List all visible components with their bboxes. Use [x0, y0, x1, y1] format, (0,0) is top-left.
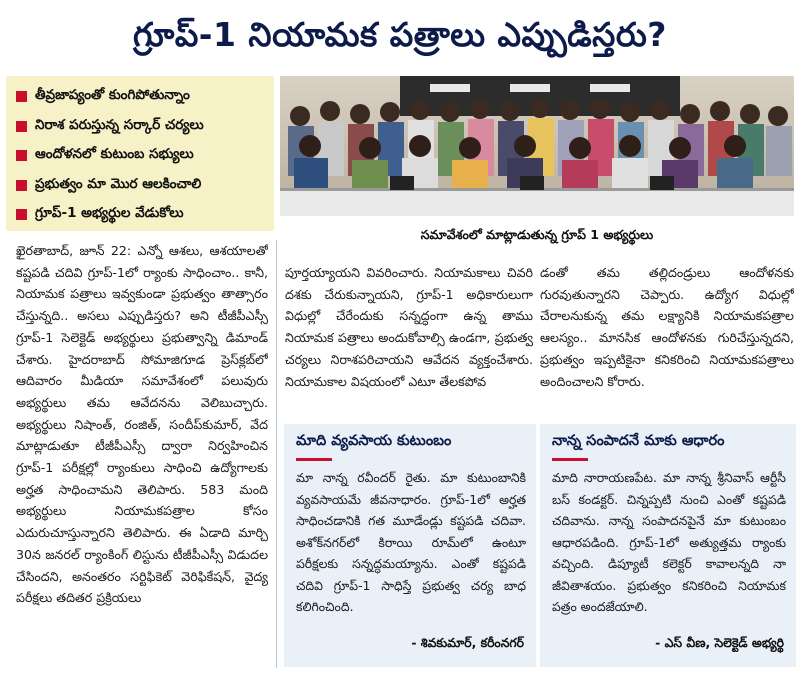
article-column-1 [16, 240, 268, 670]
photo-caption: సమావేశంలో మాట్లాడుతున్న గ్రూప్ 1 అభ్యర్థులు [420, 227, 654, 242]
bullet-square-icon [16, 150, 27, 161]
testimonial-box-father-income [540, 424, 796, 667]
testimonial-box-farmer-family [284, 424, 536, 667]
column-divider [276, 240, 277, 668]
testimonial-signature: - ఎస్ వీణ, సెలెక్టెడ్ అభ్యర్థి [655, 635, 784, 650]
highlight-item [16, 82, 268, 112]
highlight-item [16, 200, 268, 230]
highlight-text: తీవ్రజాప్యంతో కుంగిపోతున్నాం [35, 87, 190, 104]
highlights-box [6, 76, 274, 231]
bullet-square-icon [16, 209, 27, 220]
headline: గ్రూప్-1 నియామక పత్రాలు ఎప్పుడిస్తరు? [133, 15, 667, 54]
highlight-item [16, 112, 268, 142]
article-column-3 [540, 262, 794, 412]
highlight-text: ఆందోళనలో కుటుంబ సభ్యులు [35, 146, 194, 163]
highlight-item [16, 171, 268, 201]
testimonial-signature: - శివకుమార్, కరీంనగర్ [411, 635, 524, 650]
bullet-square-icon [16, 180, 27, 191]
article-text: పూర్తయ్యాయని వివరించారు. నియామకాలు చివరి దశకు చేరుకున్నాయని, గ్రూప్-1 అధికారులుగా విధుల్లో చేరేందుకు సన్నద్ధంగా ఉన్న తాము నియామక పత్రాలు అందుకోవాల్సి ఉండగా, ప్రభుత్వ చర్యలు నిరాశపరిచాయని ఆవేదన వ్యక్తంచేశారు. నియామకాల విషయంలో ఎటూ తేలకపోవ [285, 265, 533, 389]
article-text: ఖైరతాబాద్, జూన్ 22: ఎన్నో ఆశలు, ఆశయాలతో కష్టపడి చదివి గ్రూప్-1లో ర్యాంకు సాధించాం.. కానీ, నియామక పత్రాలు ఇవ్వకుండా ప్రభుత్వం తాత్సారం చేస్తున్నది.. అసలు ఎప్పుడిస్తరు? అని టీజీపీఎస్సీ గ్రూప్-1 సెలెక్టెడ్ అభ్యర్థులు ప్రభుత్వాన్ని డిమాండ్ చేశారు. హైదరాబాద్ సోమాజిగూడ ప్రెస్‌క్లబ్‌లో ఆదివారం మీడియా సమావేశంలో పలువురు అభ్యర్థులు తమ ఆవేదనను వెలిబుచ్చారు. అభ్యర్థులు నిషాంత్, రంజిత్, సందీప్‌కుమార్, వేద మాట్లాడుతూ టీజీపీఎస్సీ ద్వారా నిర్వహించిన గ్రూప్-1 పరీక్షల్లో ర్యాంకులు సాధించి ఉద్యోగాలకు అర్హత సాధించామని తెలిపారు. 583 మంది అభ్యర్థులు నియామకపత్రాల కోసం ఎదురుచూస్తున్నారని తెలిపారు. ఈ ఏడాది మార్చి 30న జనరల్ ర్యాంకింగ్ లిస్టును టీజీపీఎస్సీ విడుదల చేసిందని, అనంతరం సర్టిఫికెట్ వెరిఫికేషన్, వైద్య పరీక్షలు తదితర ప్రక్రియలు [16, 243, 268, 606]
testimonial-body: మా నాన్న రవీందర్ రైతు. మా కుటుంబానికి వ్యవసాయమే జీవనాధారం. గ్రూప్-1లో అర్హత సాధించడానికి గత మూడేండ్లు కష్టపడి చదివా. అశోక్‌నగర్‌లో కిరాయి రూమ్‌లో ఉంటూ పరీక్షలకు సన్నద్ధమయ్యాను. ఎంతో కష్టపడి చదివి గ్రూప్-1 సాధిస్తే ప్రభుత్వ చర్య బాధ కలిగించింది. [296, 470, 526, 614]
press-meet-photo [280, 76, 794, 216]
highlight-text: నిరాశ పరుస్తున్న సర్కార్ చర్యలు [35, 116, 204, 133]
highlight-item [16, 141, 268, 171]
testimonial-heading: మాది వ్యవసాయ కుటుంబం [284, 424, 536, 458]
bullet-square-icon [16, 121, 27, 132]
highlight-text: ప్రభుత్వం మా మొర ఆలకించాలి [35, 175, 202, 192]
group-photo-illustration [280, 76, 794, 216]
testimonial-body: మాది నారాయణపేట. మా నాన్న శ్రీనివాస్ ఆర్టీసీ బస్ కండక్టర్. చిన్నప్పటి నుంచి ఎంతో కష్టపడి చదివాను. నాన్న సంపాదనపైనే మా కుటుంబం ఆధారపడింది. గ్రూప్-1లో అత్యుత్తమ ర్యాంకు వచ్చింది. డిప్యూటీ కలెక్టర్ కావాలన్నది నా జీవితాశయం. ప్రభుత్వం కనికరించి నియామక పత్రం అందజేయాలి. [552, 470, 786, 614]
article-column-2 [285, 262, 533, 412]
testimonial-heading: నాన్న సంపాదనే మాకు ఆధారం [540, 424, 796, 458]
highlight-text: గ్రూప్-1 అభ్యర్థుల వేడుకోలు [35, 205, 184, 222]
bullet-square-icon [16, 91, 27, 102]
article-text: డంతో తమ తల్లిదండ్రులు ఆందోళనకు గురవుతున్నారని చెప్పారు. ఉద్యోగ విధుల్లో చేరాలనుకున్న తమ లక్ష్యానికి నియామకపత్రాల ఆలస్యం.. మానసిక ఆందోళనకు గురిచేస్తున్నదని, ప్రభుత్వం ఇప్పటికైనా కనికరించి నియామకపత్రాలు అందించాలని కోరారు. [540, 265, 794, 389]
